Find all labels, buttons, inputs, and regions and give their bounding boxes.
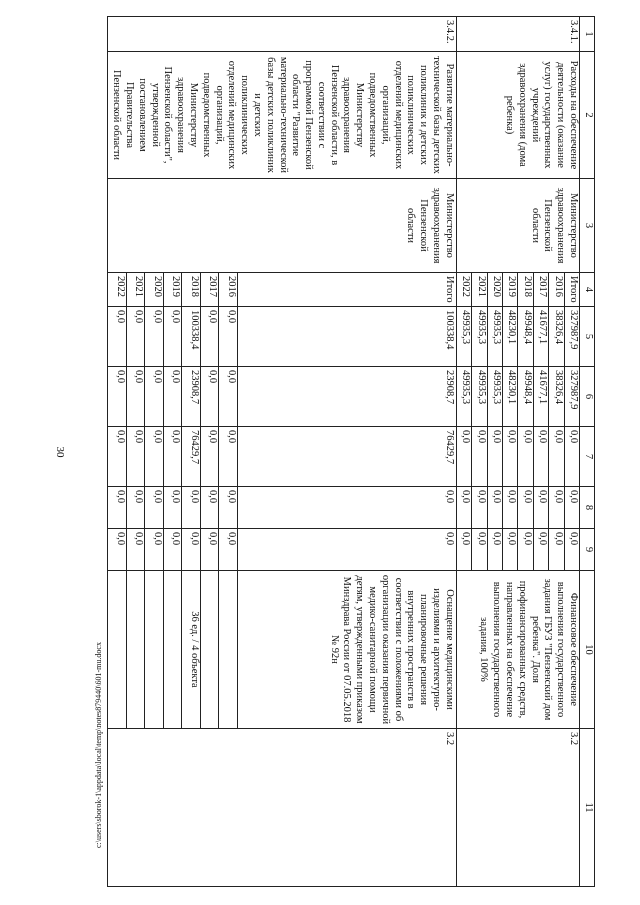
value-cell: 0,0 bbox=[182, 529, 200, 571]
value-cell: 0,0 bbox=[219, 529, 237, 571]
year-cell: 2021 bbox=[472, 273, 487, 307]
table-row bbox=[564, 17, 579, 887]
value-cell: 76429,7 bbox=[182, 427, 200, 487]
indicator-empty bbox=[145, 571, 163, 729]
value-cell: 49935,3 bbox=[487, 307, 502, 367]
value-cell: 0,0 bbox=[163, 307, 181, 367]
value-cell: 0,0 bbox=[533, 427, 548, 487]
year-cell: 2016 bbox=[219, 273, 237, 307]
value-cell: 0,0 bbox=[518, 529, 533, 571]
value-cell: 0,0 bbox=[108, 367, 127, 427]
executor: Министерство здравоохранения Пензенской области bbox=[456, 179, 579, 273]
value-cell: 48230,1 bbox=[503, 367, 518, 427]
year-cell: 2016 bbox=[549, 273, 564, 307]
value-cell: 49935,3 bbox=[472, 307, 487, 367]
header-cell: 5 bbox=[580, 307, 595, 367]
rotated-table-area bbox=[90, 16, 595, 886]
value-cell: 0,0 bbox=[219, 307, 237, 367]
year-cell: Итого bbox=[564, 273, 579, 307]
indicator-empty bbox=[200, 571, 218, 729]
year-cell: 2022 bbox=[456, 273, 471, 307]
value-cell: 0,0 bbox=[472, 529, 487, 571]
value-cell: 38326,4 bbox=[549, 367, 564, 427]
page-number: 30 bbox=[54, 446, 66, 458]
activity-name: Расходы на обеспечение деятельности (оказание услуг) государственных учреждений здравоохранения (дома ребенка) bbox=[456, 52, 579, 179]
indicator-value-2018: 36 ед. / 4 объекта bbox=[182, 571, 200, 729]
value-cell: 0,0 bbox=[487, 427, 502, 487]
value-cell: 100338,4 bbox=[182, 307, 200, 367]
year-cell: 2022 bbox=[108, 273, 127, 307]
value-cell: 0,0 bbox=[126, 367, 144, 427]
year-cell: 2019 bbox=[163, 273, 181, 307]
year-cell: 2020 bbox=[145, 273, 163, 307]
value-cell: 0,0 bbox=[108, 307, 127, 367]
row-number: 3.4.1. bbox=[456, 17, 579, 52]
value-cell: 0,0 bbox=[487, 487, 502, 529]
value-cell: 0,0 bbox=[518, 427, 533, 487]
header-cell: 10 bbox=[580, 571, 595, 729]
header-cell: 3 bbox=[580, 179, 595, 273]
value-cell: 0,0 bbox=[163, 487, 181, 529]
value-cell: 0,0 bbox=[456, 529, 471, 571]
value-cell: 0,0 bbox=[108, 487, 127, 529]
value-cell: 23908,7 bbox=[237, 367, 456, 427]
value-cell: 0,0 bbox=[237, 487, 456, 529]
value-cell: 0,0 bbox=[503, 529, 518, 571]
year-cell: 2018 bbox=[518, 273, 533, 307]
value-cell: 48230,1 bbox=[503, 307, 518, 367]
value-cell: 0,0 bbox=[219, 367, 237, 427]
value-cell: 0,0 bbox=[163, 367, 181, 427]
value-cell: 0,0 bbox=[108, 427, 127, 487]
value-cell: 0,0 bbox=[182, 487, 200, 529]
header-cell: 8 bbox=[580, 487, 595, 529]
value-cell: 0,0 bbox=[564, 529, 579, 571]
link-cell: 3.2 bbox=[456, 729, 579, 887]
value-cell: 0,0 bbox=[456, 427, 471, 487]
value-cell: 41677,1 bbox=[533, 367, 548, 427]
value-cell: 38326,4 bbox=[549, 307, 564, 367]
program-table bbox=[107, 16, 595, 887]
indicator-empty bbox=[126, 571, 144, 729]
year-cell: 2018 bbox=[182, 273, 200, 307]
value-cell: 49935,3 bbox=[456, 367, 471, 427]
value-cell: 0,0 bbox=[487, 529, 502, 571]
link-cell: 3.2 bbox=[108, 729, 457, 887]
value-cell: 0,0 bbox=[533, 487, 548, 529]
value-cell: 0,0 bbox=[503, 487, 518, 529]
value-cell: 0,0 bbox=[219, 427, 237, 487]
value-cell: 0,0 bbox=[145, 427, 163, 487]
value-cell: 76429,7 bbox=[237, 427, 456, 487]
value-cell: 0,0 bbox=[200, 307, 218, 367]
value-cell: 0,0 bbox=[564, 427, 579, 487]
value-cell: 0,0 bbox=[564, 487, 579, 529]
value-cell: 0,0 bbox=[456, 487, 471, 529]
indicator-empty bbox=[219, 571, 237, 729]
value-cell: 49948,4 bbox=[518, 367, 533, 427]
value-cell: 0,0 bbox=[472, 427, 487, 487]
header-cell: 4 bbox=[580, 273, 595, 307]
value-cell: 0,0 bbox=[472, 487, 487, 529]
year-cell: 2019 bbox=[503, 273, 518, 307]
value-cell: 0,0 bbox=[549, 529, 564, 571]
value-cell: 0,0 bbox=[200, 427, 218, 487]
value-cell: 100338,4 bbox=[237, 307, 456, 367]
indicator: Финансовое обеспечение выполнения государственного задания ГБУЗ "Пензенский дом ребенка". Доля профинансированных средств, направленных на обеспечение выполнения государственного задания, 100% bbox=[456, 571, 579, 729]
executor: Министерство здравоохранения Пензенской области bbox=[108, 179, 457, 273]
value-cell: 0,0 bbox=[108, 529, 127, 571]
value-cell: 49948,4 bbox=[518, 307, 533, 367]
value-cell: 0,0 bbox=[200, 487, 218, 529]
value-cell: 49935,3 bbox=[487, 367, 502, 427]
value-cell: 49935,3 bbox=[456, 307, 471, 367]
row-number: 3.4.2. bbox=[108, 17, 457, 52]
value-cell: 0,0 bbox=[163, 427, 181, 487]
value-cell: 0,0 bbox=[518, 487, 533, 529]
activity-name: Развитие материально-технической базы детских поликлиник и детских поликлинических отделений медицинских организаций, подведомственных Министерству здравоохранения Пензенской области, в соответствии с программой Пензенской области "Развитие материально-технической базы детских поликлиник и детских поликлинических отделений медицинских организаций, подведомственных Министерству здравоохранения Пензенской области", утвержденной постановлением Правительства Пензенской области bbox=[108, 52, 457, 179]
value-cell: 327987,9 bbox=[564, 307, 579, 367]
value-cell: 0,0 bbox=[237, 529, 456, 571]
year-cell: 2020 bbox=[487, 273, 502, 307]
value-cell: 0,0 bbox=[200, 529, 218, 571]
year-cell: 2021 bbox=[126, 273, 144, 307]
value-cell: 23908,7 bbox=[182, 367, 200, 427]
value-cell: 0,0 bbox=[163, 529, 181, 571]
value-cell: 0,0 bbox=[549, 487, 564, 529]
value-cell: 41677,1 bbox=[533, 307, 548, 367]
value-cell: 0,0 bbox=[145, 367, 163, 427]
year-cell: Итого bbox=[237, 273, 456, 307]
value-cell: 49935,3 bbox=[472, 367, 487, 427]
footer-file-path: c:\users\sborok-1\appdata\local\temp\notes879440\601-mu.docx bbox=[94, 642, 103, 848]
header-row bbox=[580, 17, 595, 887]
year-cell: 2017 bbox=[200, 273, 218, 307]
value-cell: 0,0 bbox=[126, 529, 144, 571]
year-cell: 2017 bbox=[533, 273, 548, 307]
header-cell: 11 bbox=[580, 729, 595, 887]
header-cell: 9 bbox=[580, 529, 595, 571]
indicator-empty bbox=[163, 571, 181, 729]
header-cell: 2 bbox=[580, 52, 595, 179]
value-cell: 0,0 bbox=[126, 307, 144, 367]
value-cell: 0,0 bbox=[549, 427, 564, 487]
indicator-empty bbox=[108, 571, 127, 729]
value-cell: 0,0 bbox=[200, 367, 218, 427]
value-cell: 0,0 bbox=[219, 487, 237, 529]
value-cell: 0,0 bbox=[145, 529, 163, 571]
value-cell: 0,0 bbox=[126, 487, 144, 529]
table-row bbox=[237, 17, 456, 887]
value-cell: 0,0 bbox=[503, 427, 518, 487]
value-cell: 0,0 bbox=[126, 427, 144, 487]
value-cell: 0,0 bbox=[145, 307, 163, 367]
header-cell: 7 bbox=[580, 427, 595, 487]
header-cell: 1 bbox=[580, 17, 595, 52]
value-cell: 0,0 bbox=[145, 487, 163, 529]
header-cell: 6 bbox=[580, 367, 595, 427]
indicator: Оснащение медицинскими изделиями и архитектурно-планировочные решения внутренних пространств в соответствии с положениями об организации оказания первичной медико-санитарной помощи детям, утвержденными приказом Минздрава России от 07.05.2018 № 92н bbox=[237, 571, 456, 729]
value-cell: 327987,9 bbox=[564, 367, 579, 427]
value-cell: 0,0 bbox=[533, 529, 548, 571]
